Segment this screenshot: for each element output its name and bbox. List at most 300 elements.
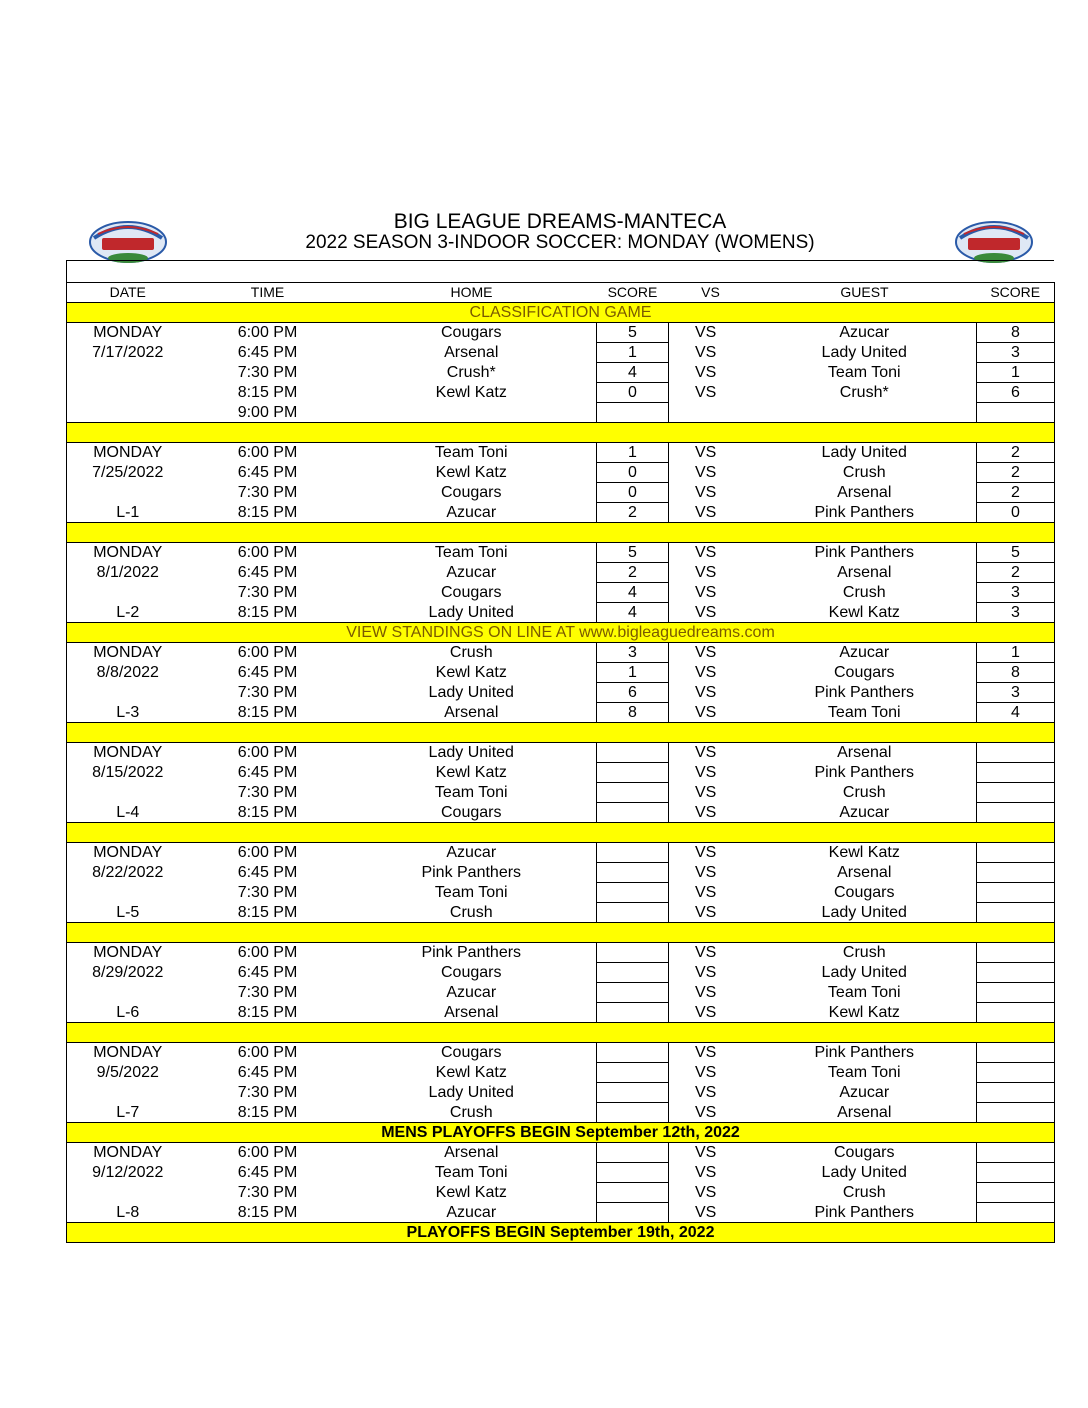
home-score-cell: [597, 1203, 669, 1223]
col-header-time: TIME: [189, 283, 347, 303]
week-separator: [67, 1023, 1055, 1043]
time-cell: 7:30 PM: [237, 484, 298, 501]
game-row: [67, 463, 1055, 483]
guest-score-cell: [977, 1043, 1055, 1063]
date-cell: 8/29/2022: [92, 964, 164, 981]
home-score-cell: 5: [597, 543, 669, 563]
vs-cell: VS: [695, 1184, 717, 1201]
vs-cell: VS: [695, 1003, 717, 1021]
time-cell: 8:15 PM: [237, 703, 298, 721]
guest-team-cell: Crush*: [839, 384, 889, 401]
game-row: [67, 843, 1055, 863]
vs-cell: VS: [695, 684, 717, 701]
guest-team-cell: Pink Panthers: [814, 503, 915, 521]
date-cell: 9/5/2022: [96, 1064, 159, 1081]
time-cell: 8:15 PM: [237, 903, 298, 921]
home-team-cell: Pink Panthers: [421, 864, 522, 881]
home-score-cell: 4: [597, 603, 669, 623]
time-cell: 7:30 PM: [237, 984, 298, 1001]
guest-score-cell: 3: [977, 583, 1055, 603]
time-cell: 6:00 PM: [237, 844, 298, 862]
week-separator: [67, 823, 1055, 843]
date-cell: [67, 403, 189, 423]
week-separator-band: [67, 823, 1055, 843]
date-cell: [67, 883, 189, 903]
vs-cell: VS: [695, 1103, 717, 1121]
time-cell: 8:15 PM: [237, 1103, 298, 1121]
home-team-cell: Arsenal: [444, 1003, 499, 1021]
guest-score-cell: [977, 403, 1055, 423]
col-header-home-score: SCORE: [597, 283, 669, 303]
game-row: [67, 763, 1055, 783]
home-score-cell: 1: [597, 343, 669, 363]
vs-cell: VS: [695, 1084, 717, 1101]
guest-score-cell: [977, 1143, 1055, 1163]
home-score-cell: [597, 803, 669, 823]
date-cell: L-5: [116, 903, 140, 921]
home-team-cell: [347, 403, 597, 423]
week-separator-band: [67, 423, 1055, 443]
home-team-cell: Kewl Katz: [435, 764, 507, 781]
home-score-cell: 2: [597, 503, 669, 523]
time-cell: 6:45 PM: [237, 664, 298, 681]
date-cell: [67, 363, 189, 383]
guest-score-cell: [977, 963, 1055, 983]
home-score-cell: 1: [597, 663, 669, 683]
guest-team-cell: Lady United: [821, 903, 907, 921]
game-row: [67, 983, 1055, 1003]
home-score-cell: 0: [597, 463, 669, 483]
home-team-cell: Azucar: [446, 984, 497, 1001]
guest-team-cell: Azucar: [839, 324, 890, 342]
guest-team-cell: Arsenal: [837, 484, 892, 501]
guest-score-cell: 2: [977, 463, 1055, 483]
date-cell: MONDAY: [93, 1144, 163, 1162]
home-score-cell: 6: [597, 683, 669, 703]
schedule-table: [66, 282, 1055, 1243]
date-cell: 8/15/2022: [92, 764, 164, 781]
game-row: [67, 1203, 1055, 1223]
home-score-cell: [597, 783, 669, 803]
date-cell: MONDAY: [93, 324, 163, 342]
game-row: [67, 1143, 1055, 1163]
guest-score-cell: 2: [977, 563, 1055, 583]
guest-score-cell: [977, 1203, 1055, 1223]
vs-cell: VS: [695, 944, 717, 962]
home-score-cell: [597, 763, 669, 783]
guest-team-cell: Team Toni: [827, 703, 901, 721]
guest-score-cell: [977, 1083, 1055, 1103]
standings-band-text[interactable]: VIEW STANDINGS ON LINE AT www.bigleaguedreams.com: [67, 623, 1055, 643]
home-team-cell: Kewl Katz: [435, 1184, 507, 1201]
time-cell: 6:00 PM: [237, 744, 298, 762]
guest-team-cell: [753, 403, 977, 423]
date-cell: L-3: [116, 703, 140, 721]
game-row: [67, 863, 1055, 883]
time-cell: 6:00 PM: [237, 544, 298, 562]
vs-cell: VS: [695, 764, 717, 781]
home-score-cell: [597, 943, 669, 963]
home-team-cell: Team Toni: [434, 444, 508, 462]
guest-team-cell: Azucar: [839, 803, 890, 821]
home-score-cell: 8: [597, 703, 669, 723]
vs-cell: VS: [695, 744, 717, 762]
home-team-cell: Crush*: [446, 364, 496, 381]
home-score-cell: 2: [597, 563, 669, 583]
home-team-cell: Cougars: [441, 584, 502, 601]
guest-score-cell: [977, 983, 1055, 1003]
guest-score-cell: 4: [977, 703, 1055, 723]
playoffs-band-text: PLAYOFFS BEGIN September 19th, 2022: [67, 1223, 1055, 1243]
home-team-cell: Cougars: [441, 484, 502, 501]
time-cell: 8:15 PM: [237, 384, 298, 401]
guest-score-cell: [977, 783, 1055, 803]
vs-cell: VS: [695, 803, 717, 821]
time-cell: 6:00 PM: [237, 444, 298, 462]
vs-cell: VS: [695, 464, 717, 481]
standings-band: [67, 623, 1055, 643]
home-score-cell: [597, 403, 669, 423]
game-row: [67, 563, 1055, 583]
time-cell: 6:45 PM: [237, 464, 298, 481]
vs-cell: VS: [695, 324, 717, 342]
date-cell: MONDAY: [93, 944, 163, 962]
home-team-cell: Arsenal: [444, 1144, 499, 1162]
game-row: [67, 583, 1055, 603]
vs-cell: VS: [695, 564, 717, 581]
vs-cell: VS: [695, 964, 717, 981]
home-team-cell: Azucar: [446, 844, 497, 862]
date-cell: MONDAY: [93, 1044, 163, 1062]
vs-cell: VS: [695, 484, 717, 501]
column-header-row: [67, 283, 1055, 303]
date-cell: 7/25/2022: [92, 464, 164, 481]
game-row: [67, 603, 1055, 623]
vs-cell: VS: [695, 1064, 717, 1081]
time-cell: 6:45 PM: [237, 1164, 298, 1181]
time-cell: 6:45 PM: [237, 764, 298, 781]
home-score-cell: [597, 963, 669, 983]
vs-cell: VS: [695, 384, 717, 401]
guest-team-cell: Cougars: [834, 884, 895, 901]
date-cell: 9/12/2022: [92, 1164, 164, 1181]
time-cell: 7:30 PM: [237, 1184, 298, 1201]
week-separator-band: [67, 923, 1055, 943]
guest-team-cell: Arsenal: [837, 744, 892, 762]
date-cell: 8/1/2022: [96, 564, 159, 581]
vs-cell: VS: [695, 664, 717, 681]
guest-score-cell: [977, 843, 1055, 863]
date-cell: [67, 383, 189, 403]
week-separator-band: [67, 523, 1055, 543]
guest-score-cell: [977, 1183, 1055, 1203]
date-cell: [67, 683, 189, 703]
time-cell: 6:00 PM: [237, 644, 298, 662]
time-cell: 6:00 PM: [237, 1144, 298, 1162]
vs-cell: VS: [695, 1044, 717, 1062]
date-cell: 7/17/2022: [92, 344, 164, 361]
vs-cell: VS: [695, 444, 717, 462]
classification-band-text: CLASSIFICATION GAME: [67, 303, 1055, 323]
home-team-cell: Azucar: [446, 503, 497, 521]
week-separator-band: [67, 1023, 1055, 1043]
date-cell: [67, 783, 189, 803]
home-score-cell: 1: [597, 443, 669, 463]
vs-cell: VS: [695, 1164, 717, 1181]
vs-cell: VS: [695, 984, 717, 1001]
home-team-cell: Lady United: [428, 1084, 514, 1101]
vs-cell: VS: [695, 784, 717, 801]
week-separator: [67, 923, 1055, 943]
guest-team-cell: Crush: [842, 784, 886, 801]
home-team-cell: Crush: [449, 1103, 493, 1121]
guest-team-cell: Arsenal: [837, 1103, 892, 1121]
home-team-cell: Team Toni: [434, 1164, 508, 1181]
home-score-cell: [597, 1043, 669, 1063]
header-rule: [66, 260, 1054, 261]
mens-playoffs-band: [67, 1123, 1055, 1143]
home-score-cell: [597, 843, 669, 863]
time-cell: 7:30 PM: [237, 1084, 298, 1101]
game-row: [67, 803, 1055, 823]
game-row: [67, 483, 1055, 503]
home-score-cell: [597, 883, 669, 903]
time-cell: 6:45 PM: [237, 964, 298, 981]
vs-cell: VS: [695, 364, 717, 381]
guest-team-cell: Crush: [842, 1184, 886, 1201]
col-header-guest-score: SCORE: [977, 283, 1055, 303]
home-team-cell: Team Toni: [434, 544, 508, 562]
date-cell: [67, 983, 189, 1003]
guest-team-cell: Pink Panthers: [814, 1044, 915, 1062]
game-row: [67, 363, 1055, 383]
home-team-cell: Crush: [449, 903, 493, 921]
guest-score-cell: 0: [977, 503, 1055, 523]
home-score-cell: [597, 1083, 669, 1103]
game-row: [67, 503, 1055, 523]
guest-team-cell: Cougars: [834, 1144, 895, 1162]
game-row: [67, 783, 1055, 803]
guest-team-cell: Team Toni: [827, 1064, 901, 1081]
guest-score-cell: [977, 883, 1055, 903]
home-score-cell: [597, 1163, 669, 1183]
playoffs-band: [67, 1223, 1055, 1243]
date-cell: MONDAY: [93, 744, 163, 762]
vs-cell: VS: [695, 903, 717, 921]
date-cell: MONDAY: [93, 544, 163, 562]
home-team-cell: Team Toni: [434, 784, 508, 801]
time-cell: 8:15 PM: [237, 1203, 298, 1221]
home-team-cell: Cougars: [441, 324, 502, 342]
game-row: [67, 963, 1055, 983]
home-score-cell: [597, 1103, 669, 1123]
guest-team-cell: Team Toni: [827, 364, 901, 381]
classification-band: [67, 303, 1055, 323]
date-cell: L-2: [116, 603, 140, 621]
game-row: [67, 663, 1055, 683]
home-team-cell: Azucar: [446, 564, 497, 581]
home-team-cell: Cougars: [441, 1044, 502, 1062]
game-row: [67, 883, 1055, 903]
game-row: [67, 743, 1055, 763]
vs-cell: VS: [695, 844, 717, 862]
game-row: [67, 323, 1055, 343]
date-cell: L-7: [116, 1103, 140, 1121]
vs-cell: VS: [695, 584, 717, 601]
guest-team-cell: Lady United: [821, 344, 907, 361]
time-cell: 7:30 PM: [237, 784, 298, 801]
guest-team-cell: Crush: [842, 584, 886, 601]
guest-score-cell: 8: [977, 663, 1055, 683]
home-team-cell: Pink Panthers: [421, 944, 522, 962]
guest-team-cell: Azucar: [839, 644, 890, 662]
vs-cell: VS: [695, 603, 717, 621]
game-row: [67, 1003, 1055, 1023]
date-cell: [67, 1083, 189, 1103]
guest-team-cell: Lady United: [821, 444, 907, 462]
guest-team-cell: Kewl Katz: [828, 1003, 900, 1021]
home-team-cell: Lady United: [428, 603, 514, 621]
game-row: [67, 703, 1055, 723]
date-cell: MONDAY: [93, 844, 163, 862]
col-header-guest: GUEST: [753, 283, 977, 303]
guest-score-cell: 6: [977, 383, 1055, 403]
guest-team-cell: Cougars: [834, 664, 895, 681]
week-separator-band: [67, 723, 1055, 743]
time-cell: 6:45 PM: [237, 564, 298, 581]
guest-team-cell: Crush: [842, 464, 886, 481]
vs-cell: VS: [695, 544, 717, 562]
date-cell: [67, 483, 189, 503]
home-score-cell: 0: [597, 383, 669, 403]
date-cell: [67, 583, 189, 603]
game-row: [67, 1103, 1055, 1123]
vs-cell: VS: [695, 884, 717, 901]
guest-score-cell: 3: [977, 683, 1055, 703]
home-score-cell: [597, 1003, 669, 1023]
date-cell: L-4: [116, 803, 140, 821]
time-cell: 8:15 PM: [237, 603, 298, 621]
home-score-cell: [597, 903, 669, 923]
home-team-cell: Kewl Katz: [435, 464, 507, 481]
guest-team-cell: Pink Panthers: [814, 684, 915, 701]
page-title: BIG LEAGUE DREAMS-MANTECA: [393, 210, 727, 233]
guest-team-cell: Pink Panthers: [814, 544, 915, 562]
time-cell: 8:15 PM: [237, 1003, 298, 1021]
time-cell: 7:30 PM: [237, 684, 298, 701]
home-team-cell: Lady United: [428, 684, 514, 701]
col-header-date: DATE: [67, 283, 189, 303]
game-row: [67, 403, 1055, 423]
home-score-cell: [597, 863, 669, 883]
game-row: [67, 383, 1055, 403]
time-cell: 6:45 PM: [237, 344, 298, 361]
guest-score-cell: [977, 1063, 1055, 1083]
home-team-cell: Crush: [449, 644, 493, 662]
date-cell: MONDAY: [93, 444, 163, 462]
home-team-cell: Lady United: [428, 744, 514, 762]
guest-score-cell: 8: [977, 323, 1055, 343]
guest-team-cell: Pink Panthers: [814, 1203, 915, 1221]
guest-score-cell: [977, 763, 1055, 783]
guest-team-cell: Lady United: [821, 1164, 907, 1181]
home-score-cell: 3: [597, 643, 669, 663]
game-row: [67, 903, 1055, 923]
guest-score-cell: [977, 943, 1055, 963]
home-score-cell: 0: [597, 483, 669, 503]
vs-cell: VS: [695, 1203, 717, 1221]
game-row: [67, 343, 1055, 363]
guest-team-cell: Crush: [842, 944, 886, 962]
week-separator: [67, 723, 1055, 743]
guest-team-cell: Pink Panthers: [814, 764, 915, 781]
guest-team-cell: Team Toni: [827, 984, 901, 1001]
time-cell: 9:00 PM: [237, 403, 298, 421]
week-separator: [67, 423, 1055, 443]
vs-cell: VS: [695, 344, 717, 361]
time-cell: 7:30 PM: [237, 884, 298, 901]
guest-score-cell: [977, 903, 1055, 923]
guest-team-cell: Kewl Katz: [828, 844, 900, 862]
vs-cell: VS: [695, 1144, 717, 1162]
guest-team-cell: Lady United: [821, 964, 907, 981]
home-score-cell: [597, 1183, 669, 1203]
guest-team-cell: Azucar: [839, 1084, 890, 1101]
col-header-home: HOME: [347, 283, 597, 303]
date-cell: [67, 1183, 189, 1203]
game-row: [67, 1163, 1055, 1183]
home-team-cell: Azucar: [446, 1203, 497, 1221]
game-row: [67, 943, 1055, 963]
col-header-vs: VS: [669, 283, 753, 303]
guest-team-cell: Arsenal: [837, 864, 892, 881]
time-cell: 6:45 PM: [237, 1064, 298, 1081]
home-team-cell: Cougars: [441, 803, 502, 821]
home-score-cell: [597, 983, 669, 1003]
guest-score-cell: 3: [977, 343, 1055, 363]
game-row: [67, 1043, 1055, 1063]
game-row: [67, 643, 1055, 663]
vs-cell: VS: [695, 864, 717, 881]
guest-team-cell: Kewl Katz: [828, 603, 900, 621]
time-cell: 8:15 PM: [237, 803, 298, 821]
header-rule-left: [66, 260, 67, 284]
time-cell: 6:00 PM: [237, 1044, 298, 1062]
guest-score-cell: 2: [977, 483, 1055, 503]
guest-score-cell: 5: [977, 543, 1055, 563]
time-cell: 7:30 PM: [237, 364, 298, 381]
game-row: [67, 1083, 1055, 1103]
home-score-cell: 4: [597, 583, 669, 603]
guest-score-cell: [977, 1163, 1055, 1183]
time-cell: 7:30 PM: [237, 584, 298, 601]
date-cell: L-1: [116, 503, 140, 521]
game-row: [67, 443, 1055, 463]
guest-score-cell: [977, 743, 1055, 763]
guest-score-cell: 1: [977, 363, 1055, 383]
game-row: [67, 683, 1055, 703]
home-team-cell: Cougars: [441, 964, 502, 981]
guest-score-cell: [977, 863, 1055, 883]
home-team-cell: Kewl Katz: [435, 1064, 507, 1081]
mens-playoffs-band-text: MENS PLAYOFFS BEGIN September 12th, 2022: [67, 1123, 1055, 1143]
home-team-cell: Kewl Katz: [435, 384, 507, 401]
guest-score-cell: 2: [977, 443, 1055, 463]
home-score-cell: [597, 1063, 669, 1083]
time-cell: 6:45 PM: [237, 864, 298, 881]
home-team-cell: Kewl Katz: [435, 664, 507, 681]
time-cell: 6:00 PM: [237, 324, 298, 342]
